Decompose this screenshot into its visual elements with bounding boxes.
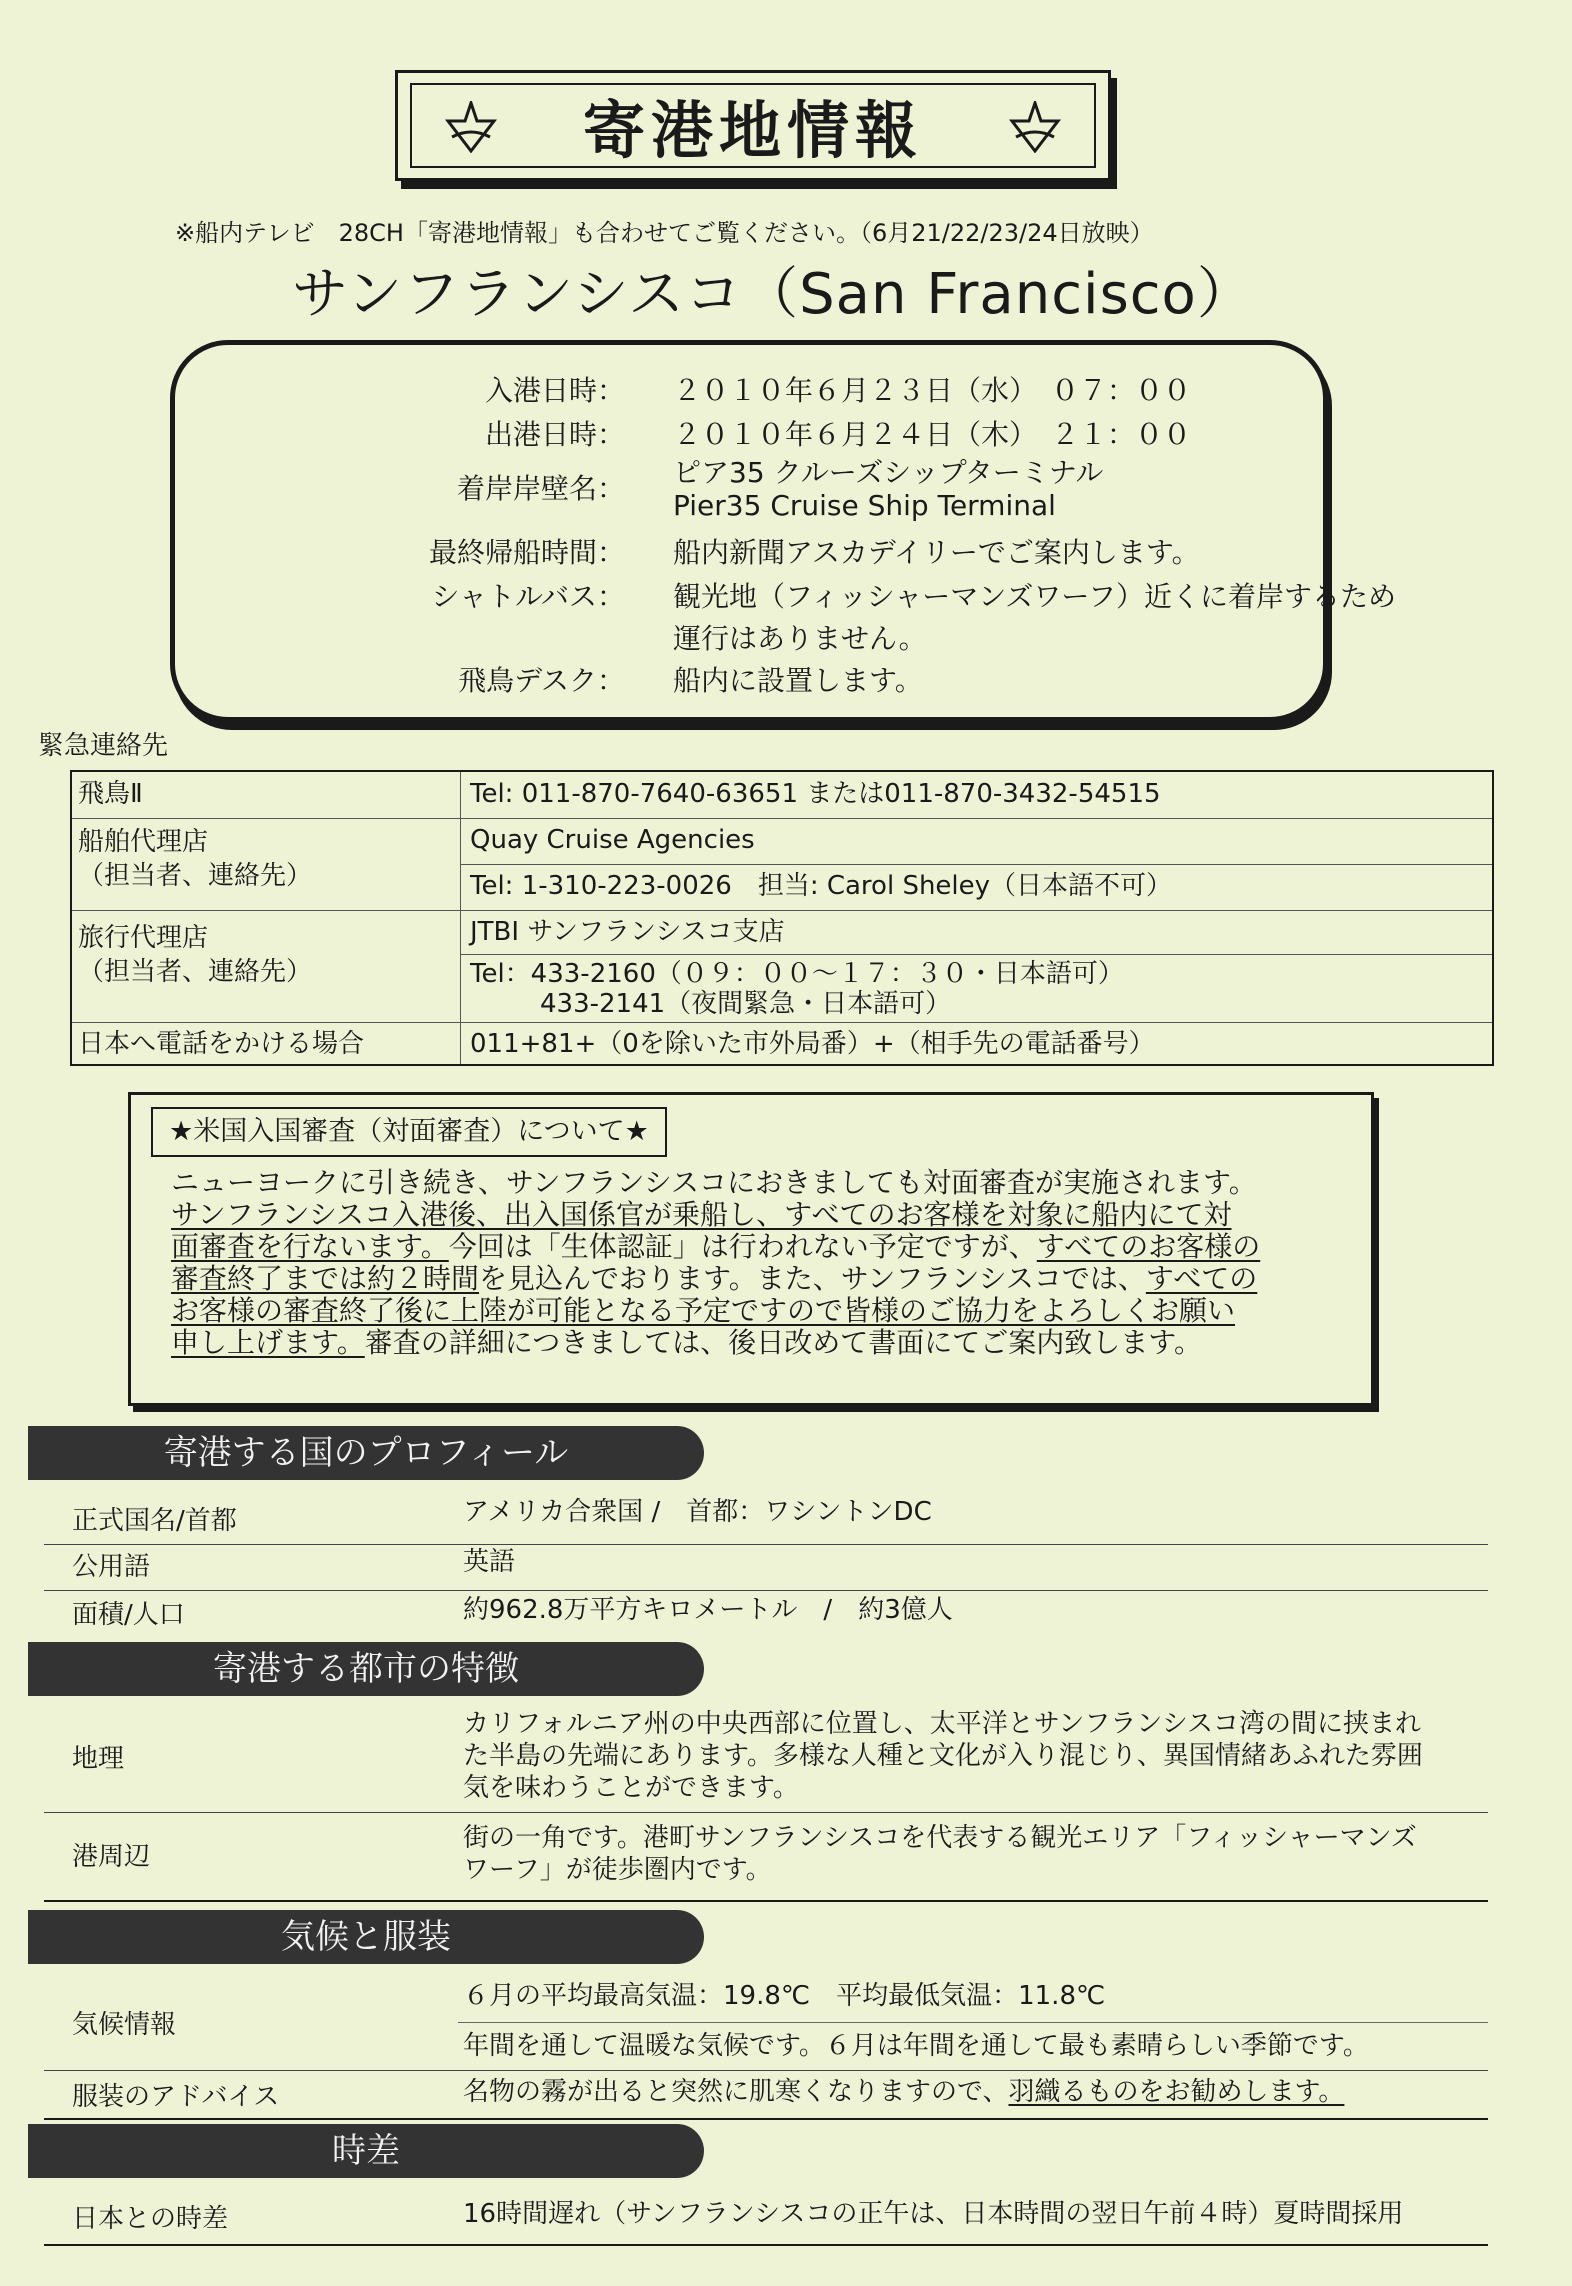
travel-agent-tel: Tel：433-2160（０９：００〜１７：３０・日本語可）	[470, 959, 1124, 989]
departure-label: 出港日時：	[484, 418, 625, 451]
travel-agent-label: 旅行代理店	[78, 923, 209, 953]
time-difference-label: 日本との時差	[72, 2204, 229, 2234]
travel-agent-tel-night: 433-2141（夜間緊急・日本語可）	[540, 989, 952, 1019]
ship-label: 飛鳥Ⅱ	[78, 779, 143, 809]
country-name-value: アメリカ合衆国 / 首都：ワシントンDC	[463, 1497, 932, 1527]
notice-line: 面審査を行ないます。今回は「生体認証」は行われない予定ですが、すべてのお客様の	[171, 1230, 1261, 1263]
berth-value-ja: ピア35 クルーズシップターミナル	[673, 456, 1104, 489]
clothing-advice-value: 名物の霧が出ると突然に肌寒くなりますので、羽織るものをお勧めします。	[463, 2077, 1345, 2107]
city-title: サンフランシスコ（San Francisco）	[292, 262, 1254, 327]
time-difference-value: 16時間遅れ（サンフランシスコの正午は、日本時間の翌日午前４時）夏時間採用	[463, 2199, 1404, 2229]
geography-line: カリフォルニア州の中央西部に位置し、太平洋とサンフランシスコ湾の間に挟まれ	[463, 1709, 1421, 1739]
notice-line: お客様の審査終了後に上陸が可能となる予定ですので皆様のご協力をよろしくお願い	[171, 1294, 1236, 1327]
ship-tel: Tel: 011-870-7640-63651 または011-870-3432-54515	[470, 779, 1161, 809]
geography-label: 地理	[72, 1744, 125, 1774]
last-return-label: 最終帰船時間：	[428, 536, 625, 569]
climate-info-label: 気候情報	[72, 2010, 177, 2040]
temperature-value: ６月の平均最高気温：19.8℃ 平均最低気温：11.8℃	[463, 1981, 1106, 2011]
immigration-notice-box	[128, 1092, 1374, 1406]
section-country-profile: 寄港する国のプロフィール	[28, 1426, 704, 1480]
geography-line: 気を味わうことができます。	[463, 1773, 799, 1803]
climate-description: 年間を通して温暖な気候です。６月は年間を通して最も素晴らしい季節です。	[463, 2031, 1369, 2061]
emergency-contacts-table	[70, 770, 1494, 1066]
ship-emblem-icon	[442, 101, 500, 153]
port-info-box	[170, 340, 1396, 722]
desk-value: 船内に設置します。	[673, 664, 923, 697]
section-city-features: 寄港する都市の特徴	[28, 1642, 704, 1696]
shuttle-value-cont: 運行はありません。	[673, 622, 927, 655]
last-return-value: 船内新聞アスカデイリーでご案内します。	[673, 536, 1200, 569]
section-time-difference: 時差	[28, 2124, 704, 2178]
port-area-line: ワーフ」が徒歩圏内です。	[463, 1855, 772, 1885]
clothing-advice-label: 服装のアドバイス	[72, 2082, 280, 2112]
berth-value-en: Pier35 Cruise Ship Terminal	[673, 489, 1056, 522]
immigration-notice-heading: ★米国入国審査（対面審査）について★	[151, 1107, 667, 1157]
ship-agent-label: 船舶代理店	[78, 827, 209, 857]
port-area-label: 港周辺	[72, 1842, 151, 1872]
call-japan-value: 011+81+（0を除いた市外局番）+（相手先の電話番号）	[470, 1029, 1155, 1059]
arrival-value: ２０１０年６月２３日（水） ０７：００	[673, 374, 1192, 407]
arrival-label: 入港日時：	[484, 374, 625, 407]
tv-note: ※船内テレビ 28CH「寄港地情報」も合わせてご覧ください。（6月21/22/23/24日放映）	[175, 219, 1154, 247]
section-climate-clothing: 気候と服装	[28, 1910, 704, 1964]
immigration-notice-body	[171, 1167, 1361, 1359]
geography-line: た半島の先端にあります。多様な人種と文化が入り混じり、異国情緒あふれた雰囲	[463, 1741, 1423, 1771]
notice-line: 申し上げます。審査の詳細につきましては、後日改めて書面にてご案内致します。	[171, 1326, 1202, 1359]
title-banner	[395, 70, 1111, 181]
travel-agent-sublabel: （担当者、連絡先）	[78, 957, 313, 987]
ship-agent-name: Quay Cruise Agencies	[470, 825, 755, 855]
departure-value: ２０１０年６月２４日（木） ２１：００	[673, 418, 1192, 451]
shuttle-label: シャトルバス：	[431, 580, 625, 613]
notice-line: ニューヨークに引き続き、サンフランシスコにおきましても対面審査が実施されます。	[171, 1166, 1257, 1199]
language-value: 英語	[463, 1547, 516, 1577]
port-area-line: 街の一角です。港町サンフランシスコを代表する観光エリア「フィッシャーマンズ	[463, 1823, 1417, 1853]
desk-label: 飛鳥デスク：	[458, 664, 625, 697]
country-name-label: 正式国名/首都	[72, 1506, 237, 1536]
call-japan-label: 日本へ電話をかける場合	[78, 1029, 365, 1059]
ship-agent-sublabel: （担当者、連絡先）	[78, 861, 313, 891]
notice-line: 審査終了までは約２時間を見込んでおります。また、サンフランシスコでは、すべての	[171, 1262, 1258, 1295]
page-title: 寄港地情報	[582, 94, 923, 167]
language-label: 公用語	[72, 1552, 151, 1582]
area-population-label: 面積/人口	[72, 1600, 185, 1630]
berth-label: 着岸岸壁名：	[456, 472, 625, 505]
ship-emblem-icon	[1006, 101, 1064, 153]
emergency-heading: 緊急連絡先	[38, 731, 169, 761]
area-population-value: 約962.8万平方キロメートル / 約3億人	[463, 1595, 953, 1625]
shuttle-value: 観光地（フィッシャーマンズワーフ）近くに着岸するため	[673, 580, 1396, 613]
travel-agent-name: JTBI サンフランシスコ支店	[470, 917, 785, 947]
ship-agent-tel: Tel: 1-310-223-0026 担当: Carol Sheley（日本語不可）	[470, 871, 1173, 901]
notice-line: サンフランシスコ入港後、出入国係官が乗船し、すべてのお客様を対象に船内にて対	[171, 1198, 1232, 1231]
